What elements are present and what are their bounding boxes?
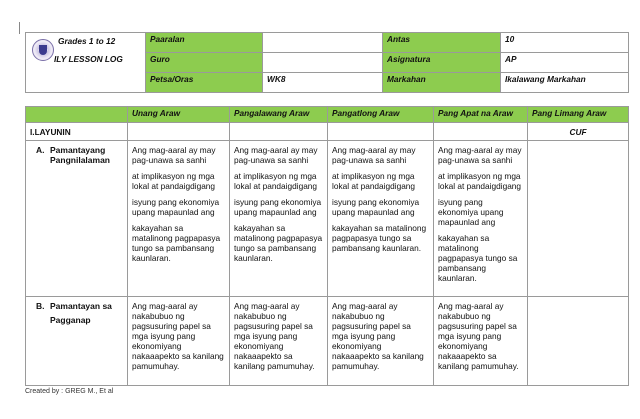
value-asignatura: AP — [501, 53, 629, 73]
cell-text: isyung pang ekonomiya upang mapaunlad ang — [234, 197, 322, 217]
label-paaralan: Paaralan — [146, 33, 263, 53]
row-a-day-1 — [128, 141, 230, 297]
cell-text: isyung pang ekonomiya upang mapaunlad ang — [438, 197, 504, 227]
cell-text: Ang mag-aaral ay may pag-unawa sa sanhi — [234, 145, 318, 165]
col-day-4: Pang Apat na Araw — [434, 107, 528, 123]
label-petsa-oras: Petsa/Oras — [146, 73, 263, 93]
cell-text: Ang mag-aaral ay may pag-unawa sa sanhi — [332, 145, 416, 165]
cell-text: at implikasyon ng mga lokal at pandaigdigang — [132, 171, 216, 191]
row-b-day-2: Ang mag-aaral ay nakabubuo ng pagsusuring papel sa mga isyung pang ekonomiyang nakaaapekto sa kanilang pamumuhay. — [230, 297, 328, 386]
cell-text: kakayahan sa matalinong pagpapasya tungo sa pambansang kaunlaran. — [332, 223, 427, 253]
row-pamantayan-sa-pagganap — [26, 297, 629, 386]
col-day-5: Pang Limang Araw — [528, 107, 629, 123]
row-b-day-5 — [528, 297, 629, 386]
row-b-day-1: Ang mag-aaral ay nakabubuo ng pagsusuring papel sa mga isyung pang ekonomiyang nakaaapekto sa kanilang pamumuhay. — [128, 297, 230, 386]
row-a-label: Pamantayang Pangnilalaman — [50, 145, 110, 165]
row-a-day-2 — [230, 141, 328, 297]
cell-text: at implikasyon ng mga lokal at pandaigdigang — [332, 171, 416, 191]
empty-cell — [434, 123, 528, 141]
cell-text: kakayahan sa matalinong pagpapasya tungo sa pambansang kaunlaran. — [132, 223, 221, 263]
lesson-log-title: ILY LESSON LOG — [54, 54, 123, 64]
value-guro — [263, 53, 383, 73]
lesson-table — [25, 106, 629, 386]
row-pamantayang-pangnilalaman — [26, 141, 629, 297]
header-table — [25, 32, 629, 93]
cell-text: at implikasyon ng mga lokal at pandaigdigang — [234, 171, 318, 191]
cell-text: kakayahan sa matalinong pagpapasya tungo sa pambansang kaunlaran. — [438, 233, 518, 283]
row-b-day-3: Ang mag-aaral ay nakabubuo ng pagsusuring papel sa mga isyung pang ekonomiyang nakaaapekto sa kanilang pamumuhay. — [328, 297, 434, 386]
label-guro: Guro — [146, 53, 263, 73]
corner-cell — [26, 107, 128, 123]
cell-text: kakayahan sa matalinong pagpapasya tungo sa pambansang kaunlaran. — [234, 223, 323, 263]
empty-cell — [128, 123, 230, 141]
row-b-label: Pamantayan sa Pagganap — [50, 301, 112, 325]
row-a-day-4 — [434, 141, 528, 297]
empty-cell — [328, 123, 434, 141]
day-header-row — [26, 107, 629, 123]
header-logo-cell — [26, 33, 146, 93]
text-cursor — [19, 22, 20, 34]
row-b-day-4: Ang mag-aaral ay nakabubuo ng pagsusuring papel sa mga isyung pang ekonomiyang nakaaapekto sa kanilang pamumuhay. — [434, 297, 528, 386]
row-a-day-3 — [328, 141, 434, 297]
row-a-number: A. — [36, 145, 45, 155]
label-asignatura: Asignatura — [383, 53, 501, 73]
col-day-1: Unang Araw — [128, 107, 230, 123]
label-antas: Antas — [383, 33, 501, 53]
cell-text: isyung pang ekonomiya upang mapaunlad ang — [132, 197, 220, 217]
section-layunin: I.LAYUNIN — [26, 123, 128, 141]
col-day-2: Pangalawang Araw — [230, 107, 328, 123]
value-markahan: Ikalawang Markahan — [501, 73, 629, 93]
cell-text: isyung pang ekonomiya upang mapaunlad ang — [332, 197, 420, 217]
deped-seal-logo — [32, 39, 54, 61]
row-a-day-5 — [528, 141, 629, 297]
col-day-3: Pangatlong Araw — [328, 107, 434, 123]
label-markahan: Markahan — [383, 73, 501, 93]
cell-text: Ang mag-aaral ay may pag-unawa sa sanhi — [438, 145, 522, 165]
row-b-number: B. — [36, 301, 45, 311]
footer-credit: Created by : GREG M., Et al — [25, 388, 114, 395]
layunin-row — [26, 123, 629, 141]
grades-label: Grades 1 to 12 — [58, 36, 116, 46]
cell-text: Ang mag-aaral ay may pag-unawa sa sanhi — [132, 145, 216, 165]
layunin-day5-cuf: CUF — [528, 123, 629, 141]
cell-text: at implikasyon ng mga lokal at pandaigdigang — [438, 171, 522, 191]
value-petsa-oras: WK8 — [263, 73, 383, 93]
value-paaralan — [263, 33, 383, 53]
empty-cell — [230, 123, 328, 141]
value-antas: 10 — [501, 33, 629, 53]
